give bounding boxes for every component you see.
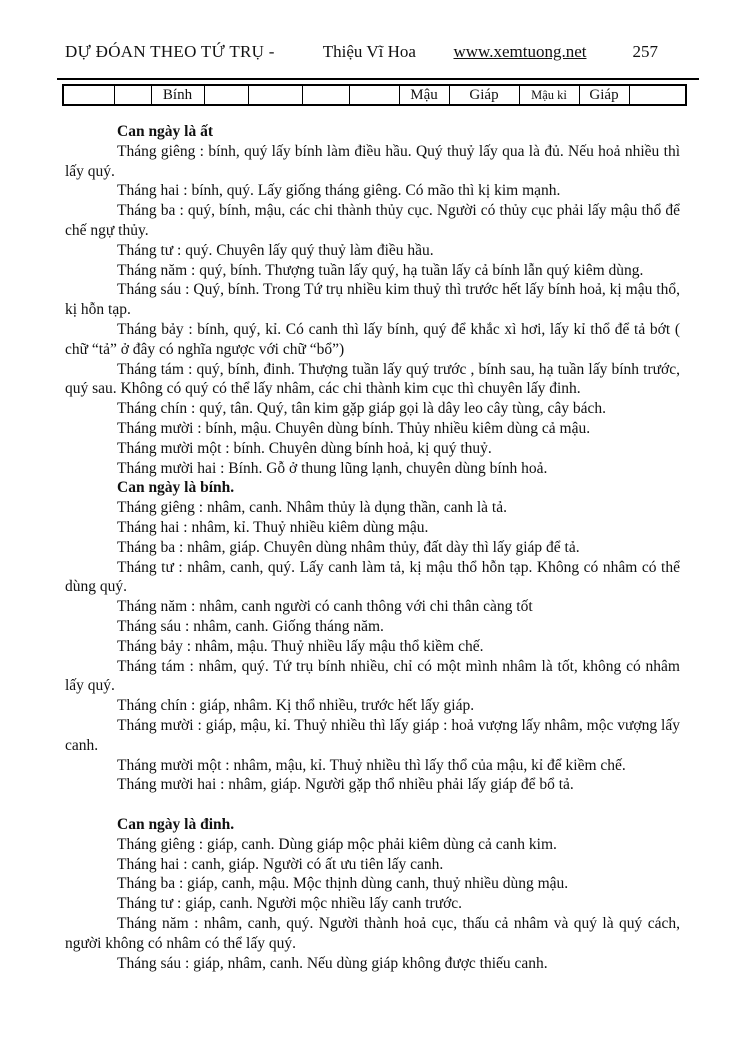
paragraph: Tháng ba : nhâm, giáp. Chuyên dùng nhâm thủy, đất dày thì lấy giáp để tả. xyxy=(117,538,580,556)
header-divider xyxy=(57,78,699,80)
paragraph: Tháng mười hai : Bính. Gỗ ở thung lũng lạnh, chuyên dùng bính hoả. xyxy=(117,459,548,477)
table-cell xyxy=(629,85,686,105)
paragraph: Tháng hai : nhâm, kỉ. Thuỷ nhiều kiêm dùng mậu. xyxy=(117,518,429,536)
table-cell: Mậu kỉ xyxy=(519,85,579,105)
paragraph: Tháng mười : giáp, mậu, kỉ. Thuỷ nhiều thì lấy giáp : hoả vượng lấy nhâm, mộc vượng lấy canh. xyxy=(65,716,680,754)
table-row xyxy=(63,85,686,105)
paragraph: Tháng tám : nhâm, quý. Tứ trụ bính nhiều, chỉ có một mình nhâm là tốt, không có nhâm lấy quý. xyxy=(65,657,680,695)
document-body xyxy=(65,122,680,973)
page-number: 257 xyxy=(632,42,658,61)
paragraph: Tháng tư : giáp, canh. Người mộc nhiều lấy canh trước. xyxy=(117,895,463,913)
paragraph: Tháng sáu : giáp, nhâm, canh. Nếu dùng giáp không được thiếu canh. xyxy=(117,954,548,972)
paragraph: Tháng năm : quý, bính. Thượng tuần lấy quý, hạ tuần lấy cả bính lẫn quý kiêm dùng. xyxy=(117,261,644,279)
table-cell: Giáp xyxy=(449,85,519,105)
author-name: Thiệu Vĩ Hoa xyxy=(322,42,416,61)
paragraph: Tháng bảy : nhâm, mậu. Thuỷ nhiều lấy mậu thổ kiềm chế. xyxy=(117,637,484,655)
paragraph: Tháng ba : quý, bính, mậu, các chi thành thủy cục. Người có thủy cục phải lấy mậu thổ để chế ngự thủy. xyxy=(65,202,680,239)
paragraph: Tháng năm : nhâm, canh người có canh thông với chi thân càng tốt xyxy=(117,598,533,616)
table-cell: Giáp xyxy=(579,85,629,105)
paragraph: Tháng mười một : bính. Chuyên dùng bính hoả, kị quý thuỷ. xyxy=(117,439,492,457)
paragraph: Tháng tư : nhâm, canh, quý. Lấy canh làm tả, kị mậu thổ hỗn tạp. Không có nhâm có thể dùng quý. xyxy=(65,558,680,596)
paragraph: Tháng năm : nhâm, canh, quý. Người thành hoả cục, thấu cả nhâm và quý là quý cách, người không có nhâm có thể lấy quý. xyxy=(65,915,680,952)
paragraph: Tháng mười hai : nhâm, giáp. Người gặp thổ nhiều phải lấy giáp để bổ tả. xyxy=(117,776,574,794)
paragraph: Tháng tư : quý. Chuyên lấy quý thuỷ làm điều hầu. xyxy=(117,241,434,259)
section-heading: Can ngày là bính. xyxy=(117,479,235,497)
paragraph: Tháng mười một : nhâm, mậu, kỉ. Thuỷ nhiều thì lấy thổ của mậu, kỉ để kiềm chế. xyxy=(117,756,626,774)
page-header xyxy=(65,42,680,62)
section-can-ngay-la-at xyxy=(65,122,680,478)
paragraph: Tháng hai : canh, giáp. Người có ất ưu tiên lấy canh. xyxy=(117,855,444,873)
section-can-ngay-la-binh xyxy=(65,478,680,795)
table-cell xyxy=(349,85,399,105)
paragraph: Tháng hai : bính, quý. Lấy giống tháng giêng. Có mão thì kị kim mạnh. xyxy=(117,182,561,200)
table-cell xyxy=(248,85,302,105)
paragraph: Tháng sáu : nhâm, canh. Giống tháng năm. xyxy=(117,617,384,635)
table-cell: Bính xyxy=(151,85,204,105)
book-title: DỰ ĐÓAN THEO TỨ TRỤ - xyxy=(65,42,275,61)
stems-table xyxy=(62,84,687,106)
table-cell xyxy=(114,85,151,105)
paragraph: Tháng bảy : bính, quý, kỉ. Có canh thì lấy bính, quý để khắc xì hơi, lấy kỉ thổ để tả bớt ( chữ “tả” ở đây có nghĩa ngược với chữ “bổ”) xyxy=(65,320,680,358)
table-cell xyxy=(302,85,349,105)
section-can-ngay-la-dinh xyxy=(65,815,680,973)
paragraph: Tháng ba : giáp, canh, mậu. Mộc thịnh dùng canh, thuỷ nhiều dùng mậu. xyxy=(117,875,569,893)
section-heading: Can ngày là ất xyxy=(117,123,214,140)
paragraph: Tháng mười : bính, mậu. Chuyên dùng bính. Thủy nhiều kiêm dùng cả mậu. xyxy=(117,419,591,437)
table-cell xyxy=(204,85,248,105)
website-link[interactable]: www.xemtuong.net xyxy=(453,42,587,61)
paragraph: Tháng chín : quý, tân. Quý, tân kim gặp giáp gọi là dây leo cây tùng, cây bách. xyxy=(117,400,606,418)
paragraph: Tháng chín : giáp, nhâm. Kị thổ nhiều, trước hết lấy giáp. xyxy=(117,697,475,715)
paragraph: Tháng giêng : bính, quý lấy bính làm điều hầu. Quý thuỷ lấy qua là đủ. Nếu hoả nhiều thì lấy quý. xyxy=(65,142,680,180)
table-cell xyxy=(63,85,114,105)
paragraph: Tháng giêng : nhâm, canh. Nhâm thủy là dụng thần, canh là tả. xyxy=(117,499,507,517)
paragraph: Tháng giêng : giáp, canh. Dùng giáp mộc phải kiêm dùng cả canh kim. xyxy=(117,835,557,853)
paragraph: Tháng sáu : Quý, bính. Trong Tứ trụ nhiều kim thuỷ thì trước hết lấy bính hoả, kị mậu thổ, kị hỗn tạp. xyxy=(65,281,680,319)
table-cell: Mậu xyxy=(399,85,449,105)
paragraph: Tháng tám : quý, bính, đinh. Thượng tuần lấy quý trước , bính sau, hạ tuần lấy bính trước, quý sau. Không có quý có thể lấy nhâm, các chi thành kim cục thì chuyên lấy đinh. xyxy=(65,360,680,398)
section-heading: Can ngày là đinh. xyxy=(117,816,235,834)
